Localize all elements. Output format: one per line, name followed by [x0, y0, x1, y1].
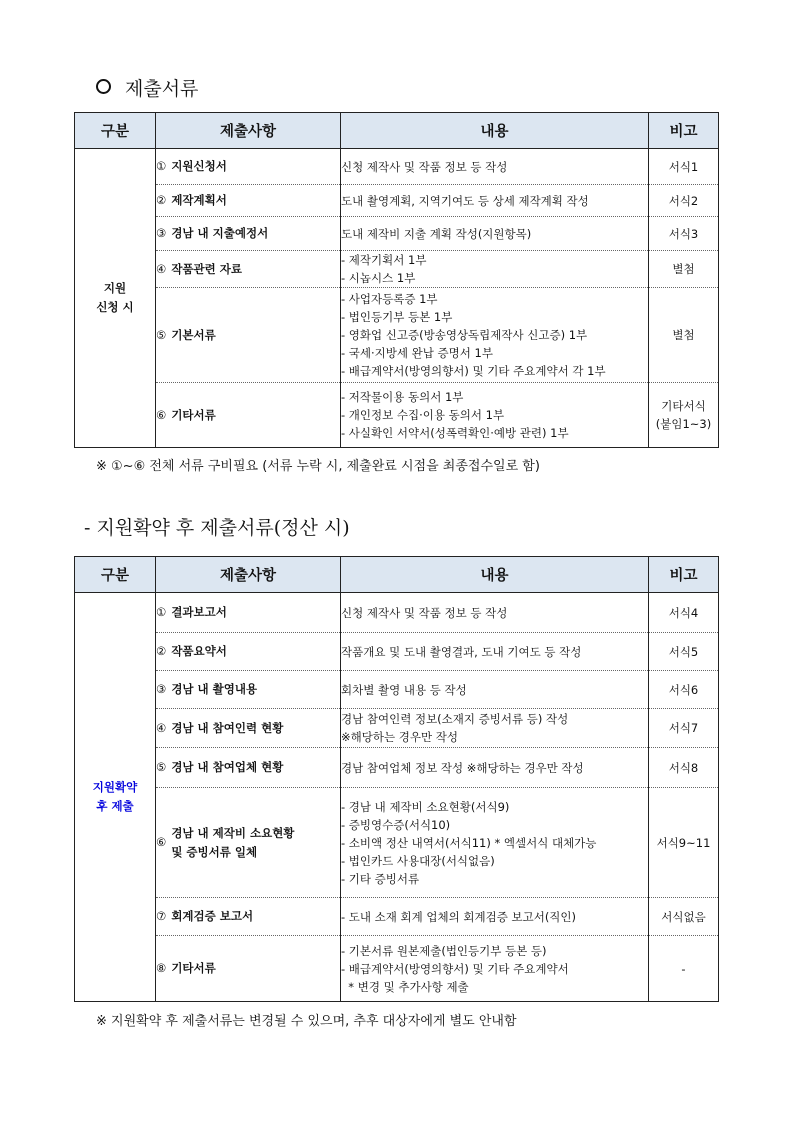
- item-label: [171, 406, 215, 425]
- content-line: - 도내 소재 회계 업체의 회계검증 보고서(직인): [341, 909, 577, 924]
- content-line: * 변경 및 추가사항 제출: [341, 979, 469, 994]
- section1-heading: [96, 74, 198, 101]
- content-cell: [341, 383, 649, 448]
- item-label: [171, 680, 257, 699]
- header-content: 내용: [341, 113, 649, 149]
- table-row: [75, 185, 719, 217]
- content-cell: [341, 593, 649, 633]
- item-number: ②: [156, 193, 167, 207]
- note-cell: [649, 936, 719, 1002]
- content-line: - 배급계약서(방영의향서) 및 기타 주요계약서: [341, 961, 569, 976]
- item-number: ⑧: [156, 961, 167, 975]
- note-cell: [649, 217, 719, 251]
- item-label: [171, 824, 294, 862]
- item-label-line: 기본서류: [171, 327, 216, 342]
- item-cell: [156, 185, 341, 217]
- note-line: 서식3: [668, 226, 699, 241]
- item-cell: [156, 217, 341, 251]
- item-cell: [156, 383, 341, 448]
- content-line: ※해당하는 경우만 작성: [341, 730, 458, 744]
- table-row: [75, 898, 719, 936]
- table-row: [75, 288, 719, 383]
- note-line: -: [681, 961, 686, 976]
- content-line: - 증빙영수증(서식10): [341, 817, 451, 832]
- item-cell: [156, 251, 341, 288]
- content-line: - 기본서류 원본제출(법인등기부 등본 등): [341, 943, 547, 958]
- note-cell: [649, 709, 719, 748]
- note-cell: [649, 149, 719, 185]
- item-label-line: 작품요약서: [171, 644, 227, 658]
- content-line: 신청 제작사 및 작품 정보 등 작성: [341, 159, 508, 174]
- content-cell: [341, 748, 649, 788]
- note-line: 서식2: [668, 193, 699, 208]
- note-cell: [649, 671, 719, 709]
- item-label: [171, 603, 227, 622]
- section1-table: [74, 112, 719, 448]
- content-cell: [341, 788, 649, 898]
- table-row: [75, 788, 719, 898]
- category-cell: [75, 593, 156, 1002]
- item-number: ⑥: [156, 407, 167, 422]
- table-header-row: [75, 557, 719, 593]
- note-cell: [649, 748, 719, 788]
- content-line: - 사실확인 서약서(성폭력확인·예방 관련) 1부: [341, 426, 569, 440]
- item-label: [171, 758, 283, 777]
- note-line: 서식9~11: [656, 835, 711, 850]
- item-cell: [156, 633, 341, 671]
- note-line: 서식7: [668, 721, 699, 735]
- item-label-line: 기타서류: [171, 961, 216, 975]
- category-label: 신청 시: [96, 300, 134, 314]
- note-cell: [649, 383, 719, 448]
- item-cell: [156, 709, 341, 748]
- header-content: 내용: [341, 557, 649, 593]
- item-label-line: 결과보고서: [171, 605, 227, 619]
- item-label-line: 지원신청서: [171, 159, 227, 173]
- table-row: [75, 149, 719, 185]
- note-line: 서식8: [668, 760, 699, 775]
- table-row: [75, 671, 719, 709]
- content-line: 도내 촬영계획, 지역기여도 등 상세 제작계획 작성: [341, 193, 589, 208]
- note-line: 서식6: [668, 682, 699, 697]
- note-line: 서식없음: [661, 909, 706, 924]
- table-row: [75, 936, 719, 1002]
- note-line: 별첨: [672, 262, 695, 276]
- item-label: [171, 191, 227, 210]
- item-label-line: 및 증빙서류 일체: [171, 844, 258, 859]
- content-cell: [341, 898, 649, 936]
- category-label: 지원확약: [92, 780, 138, 794]
- note-line: 서식4: [668, 605, 699, 620]
- content-line: 신청 제작사 및 작품 정보 등 작성: [341, 605, 508, 620]
- content-line: - 법인카드 사용대장(서식없음): [341, 853, 495, 868]
- section2-table: [74, 556, 719, 1002]
- note-line: 서식1: [668, 159, 699, 174]
- content-line: - 사업자등록증 1부: [341, 292, 438, 306]
- item-number: ②: [156, 644, 167, 658]
- item-cell: [156, 593, 341, 633]
- header-category: 구분: [75, 113, 156, 149]
- content-cell: [341, 217, 649, 251]
- item-label: [171, 959, 215, 978]
- item-cell: [156, 748, 341, 788]
- item-label-line: 작품관련 자료: [171, 261, 242, 276]
- item-number: ④: [156, 720, 167, 735]
- section2-footnote: ※ 지원확약 후 제출서류는 변경될 수 있으며, 추후 대상자에게 별도 안내함: [96, 1014, 517, 1029]
- item-cell: [156, 898, 341, 936]
- content-line: - 영화업 신고증(방송영상독립제작사 신고증) 1부: [341, 328, 588, 342]
- category-label: 지원: [103, 281, 127, 295]
- content-line: - 제작기획서 1부: [341, 253, 427, 267]
- content-line: - 국세·지방세 완납 증명서 1부: [341, 346, 493, 360]
- item-cell: [156, 936, 341, 1002]
- item-cell: [156, 671, 341, 709]
- note-line: 서식5: [668, 644, 699, 659]
- table-header-row: [75, 113, 719, 149]
- item-label-line: 제작계획서: [171, 193, 227, 207]
- item-number: ⑦: [156, 909, 167, 923]
- content-line: 경남 참여업체 정보 작성 ※해당하는 경우만 작성: [341, 760, 584, 775]
- item-label: [171, 719, 283, 738]
- content-cell: [341, 149, 649, 185]
- header-note: 비고: [649, 113, 719, 149]
- content-line: - 배급계약서(방영의향서) 및 기타 주요계약서 각 1부: [341, 364, 606, 378]
- note-line: 별첨: [672, 328, 695, 342]
- item-number: ⑤: [156, 327, 167, 342]
- content-line: - 경남 내 제작비 소요현황(서식9): [341, 799, 510, 814]
- content-cell: [341, 709, 649, 748]
- item-label: [171, 907, 253, 926]
- item-number: ⑥: [156, 835, 167, 849]
- content-line: 도내 제작비 지출 계획 작성(지원항목): [341, 226, 532, 241]
- content-line: 회차별 촬영 내용 등 작성: [341, 682, 467, 697]
- content-line: - 소비액 정산 내역서(서식11) * 엑셀서식 대체가능: [341, 835, 597, 850]
- item-number: ⑤: [156, 760, 167, 774]
- item-label-line: 회계검증 보고서: [171, 909, 254, 923]
- table-row: [75, 593, 719, 633]
- item-number: ①: [156, 159, 167, 173]
- content-line: - 개인정보 수집·이용 동의서 1부: [341, 408, 505, 422]
- content-line: 작품개요 및 도내 촬영결과, 도내 기여도 등 작성: [341, 644, 582, 659]
- item-number: ④: [156, 261, 167, 276]
- note-cell: [649, 593, 719, 633]
- content-cell: [341, 671, 649, 709]
- content-cell: [341, 288, 649, 383]
- content-cell: [341, 633, 649, 671]
- content-line: - 시놉시스 1부: [341, 271, 416, 285]
- table-row: [75, 217, 719, 251]
- circle-bullet-icon: [96, 79, 111, 94]
- header-note: 비고: [649, 557, 719, 593]
- item-label-line: 경남 내 참여인력 현황: [171, 720, 284, 735]
- item-label: [171, 642, 227, 661]
- item-number: ③: [156, 226, 167, 240]
- table-row: [75, 633, 719, 671]
- table-row: [75, 709, 719, 748]
- item-label-line: 경남 내 제작비 소요현황: [171, 825, 295, 840]
- header-item: 제출사항: [156, 557, 341, 593]
- item-cell: [156, 149, 341, 185]
- category-label: 후 제출: [96, 799, 134, 813]
- table-row: [75, 748, 719, 788]
- category-cell: [75, 149, 156, 448]
- section2-title: - 지원확약 후 제출서류(정산 시): [84, 517, 350, 539]
- item-label: [171, 224, 268, 243]
- content-line: - 법인등기부 등본 1부: [341, 310, 453, 324]
- item-label-line: 기타서류: [171, 407, 216, 422]
- note-line: 기타서식: [661, 399, 706, 413]
- header-item: 제출사항: [156, 113, 341, 149]
- content-cell: [341, 251, 649, 288]
- header-category: 구분: [75, 557, 156, 593]
- note-line: (붙임1~3): [655, 417, 712, 431]
- note-cell: [649, 185, 719, 217]
- section1-title: 제출서류: [125, 78, 199, 100]
- item-label-line: 경남 내 촬영내용: [171, 682, 258, 696]
- content-cell: [341, 185, 649, 217]
- item-label: [171, 157, 227, 176]
- item-cell: [156, 788, 341, 898]
- item-label-line: 경남 내 참여업체 현황: [171, 760, 284, 774]
- note-cell: [649, 251, 719, 288]
- content-line: - 기타 증빙서류: [341, 871, 420, 886]
- note-cell: [649, 788, 719, 898]
- content-line: 경남 참여인력 정보(소재지 증빙서류 등) 작성: [341, 712, 569, 726]
- item-cell: [156, 288, 341, 383]
- item-label: [171, 326, 215, 345]
- note-cell: [649, 633, 719, 671]
- item-number: ①: [156, 605, 167, 619]
- item-label: [171, 260, 242, 279]
- item-number: ③: [156, 682, 167, 696]
- section1-footnote: ※ ①~⑥ 전체 서류 구비필요 (서류 누락 시, 제출완료 시점을 최종접수일로 함): [96, 459, 540, 474]
- table-row: [75, 383, 719, 448]
- content-cell: [341, 936, 649, 1002]
- note-cell: [649, 898, 719, 936]
- note-cell: [649, 288, 719, 383]
- table-row: [75, 251, 719, 288]
- content-line: - 저작물이용 동의서 1부: [341, 390, 464, 404]
- item-label-line: 경남 내 지출예정서: [171, 226, 269, 240]
